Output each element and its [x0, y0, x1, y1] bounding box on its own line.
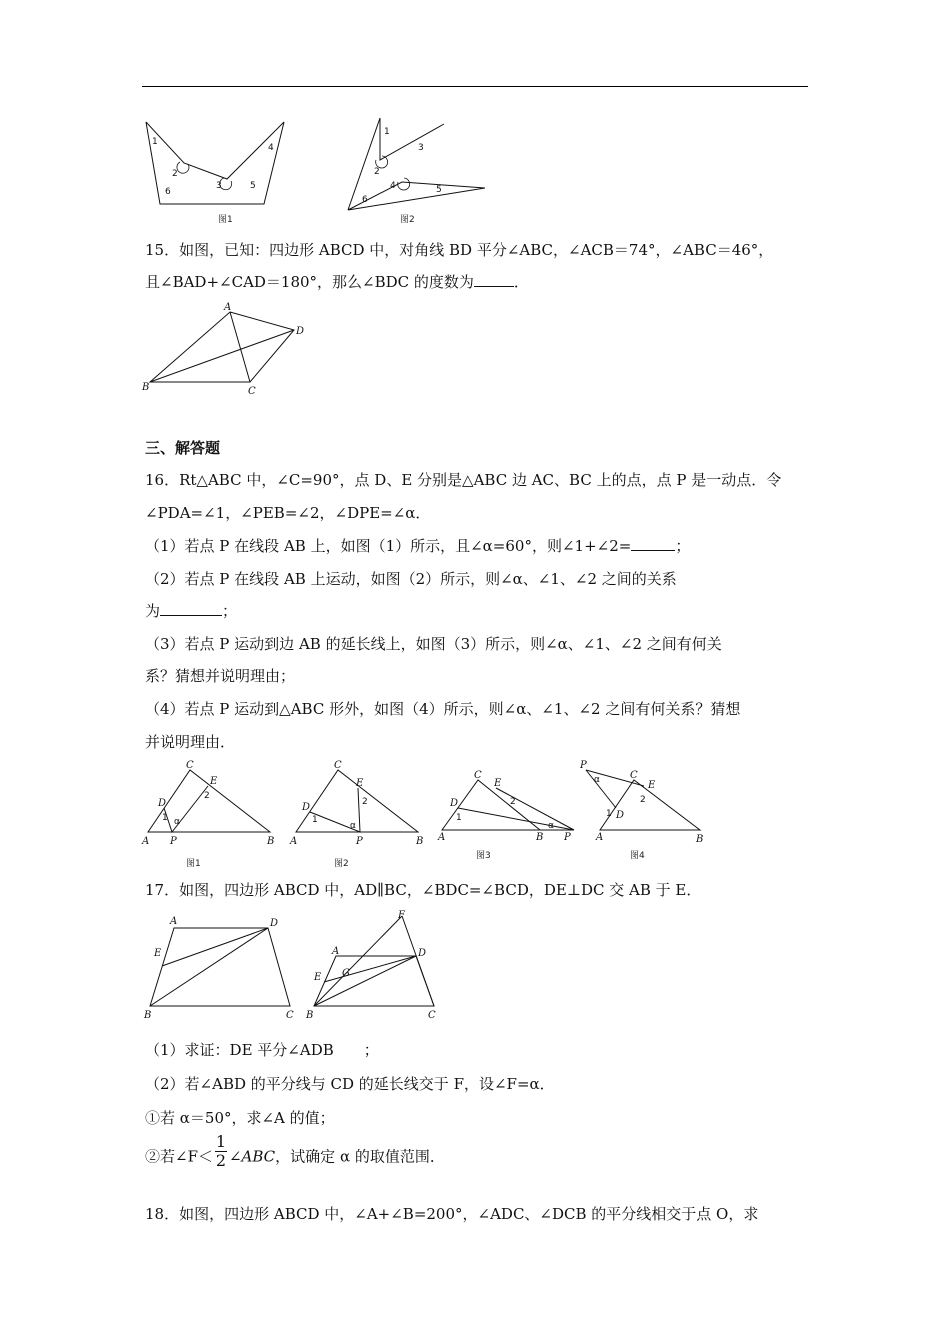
- q16-line-8: （4）若点 P 运动到△ABC 形外，如图（4）所示，则∠α、∠1、∠2 之间有何关系？猜想: [145, 700, 741, 718]
- fig2-angle-3: 3: [418, 143, 424, 153]
- q17-fig2-label-f: F: [398, 910, 405, 921]
- q15-line-2-text: 且∠BAD+∠CAD＝180°，那么∠BDC 的度数为: [145, 273, 474, 291]
- q15-line-2-end: ．: [513, 273, 529, 291]
- fig1-angle-3: 3: [216, 181, 222, 191]
- q17-fig2-label-e: E: [314, 972, 322, 983]
- svg-text:B: B: [267, 836, 275, 847]
- q16-fig3-caption: 图3: [476, 851, 491, 861]
- fraction-denominator: 2: [215, 1151, 227, 1170]
- q16-line-2: ∠PDA=∠1，∠PEB=∠2，∠DPE=∠α．: [145, 504, 431, 522]
- svg-text:2: 2: [204, 791, 210, 801]
- q17-fig2-label-b: B: [306, 1010, 314, 1021]
- q17-fig1-label-e: E: [154, 948, 162, 959]
- svg-text:A: A: [142, 836, 150, 847]
- fig1-angle-5: 5: [250, 181, 256, 191]
- q17-fig1-label-a: A: [170, 916, 178, 927]
- q16-fig4-caption: 图4: [630, 851, 645, 861]
- header-rule: [142, 86, 808, 87]
- svg-text:α: α: [350, 821, 356, 831]
- q17-part-1: （1）求证：DE 平分∠ADB ；: [145, 1041, 379, 1059]
- q17-sub-2-post: ，试确定 α 的取值范围．: [275, 1147, 445, 1166]
- svg-text:1: 1: [312, 815, 318, 825]
- fig1-angle-6: 6: [165, 187, 171, 197]
- svg-text:E: E: [356, 778, 364, 789]
- q15-line-1: 15．如图，已知：四边形 ABCD 中，对角线 BD 平分∠ABC，∠ACB＝74°，∠ABC＝46°，: [145, 241, 774, 259]
- q17-sub-2-angle: ∠ABC: [228, 1147, 276, 1166]
- q16-line-4: （2）若点 P 在线段 AB 上运动，如图（2）所示，则∠α、∠1、∠2 之间的关系: [145, 570, 677, 588]
- svg-text:C: C: [334, 760, 342, 771]
- q15-answer-blank[interactable]: [474, 272, 514, 287]
- fig2-caption: 图2: [400, 215, 415, 225]
- svg-text:A: A: [290, 836, 298, 847]
- fig1-caption: 图1: [218, 215, 233, 225]
- q17-part-2: （2）若∠ABD 的平分线与 CD 的延长线交于 F，设∠F=α．: [145, 1075, 555, 1093]
- q17-fig2-label-g: G: [342, 968, 350, 979]
- svg-text:1: 1: [162, 813, 168, 823]
- svg-text:2: 2: [510, 797, 516, 807]
- q15-label-d: D: [296, 326, 305, 337]
- q16-line-9: 并说明理由．: [145, 733, 236, 751]
- svg-text:P: P: [170, 836, 177, 847]
- q17-sub-2-pre: ②若∠F＜: [145, 1147, 213, 1166]
- q17-sub-1: ①若 α＝50°，求∠A 的值；: [145, 1109, 335, 1127]
- svg-text:P: P: [564, 832, 571, 843]
- svg-text:E: E: [494, 778, 502, 789]
- q16-line-5-text: 为: [145, 602, 161, 620]
- fig1-angle-4: 4: [268, 143, 274, 153]
- fig2-angle-4: 4: [390, 181, 396, 191]
- svg-text:C: C: [474, 770, 482, 781]
- q15-label-b: B: [142, 382, 150, 393]
- svg-text:B: B: [536, 832, 544, 843]
- q17-fig1-label-c: C: [286, 1010, 294, 1021]
- fig2-angle-1: 1: [384, 127, 390, 137]
- q17-figure-1: [140, 912, 300, 1022]
- q16-line-3: [145, 536, 690, 556]
- svg-text:D: D: [616, 810, 625, 821]
- svg-text:1: 1: [606, 809, 612, 819]
- svg-text:2: 2: [640, 795, 646, 805]
- svg-text:1: 1: [456, 813, 462, 823]
- svg-text:D: D: [302, 802, 311, 813]
- svg-text:E: E: [648, 780, 656, 791]
- fraction-numerator: 1: [215, 1132, 227, 1151]
- svg-text:C: C: [630, 770, 638, 781]
- q18-line-1: 18．如图，四边形 ABCD 中，∠A+∠B=200°，∠ADC、∠DCB 的平分线相交于点 O，求: [145, 1205, 759, 1223]
- q16-line-5-end: ；: [222, 602, 238, 620]
- fig2-angle-6: 6: [362, 195, 368, 205]
- svg-text:α: α: [174, 817, 180, 827]
- svg-text:C: C: [186, 760, 194, 771]
- svg-text:P: P: [580, 760, 587, 771]
- svg-text:D: D: [158, 798, 167, 809]
- q16-fig1-caption: 图1: [186, 859, 201, 869]
- fig2-angle-2: 2: [374, 167, 380, 177]
- svg-text:P: P: [356, 836, 363, 847]
- svg-text:α: α: [594, 775, 600, 785]
- q17-fig1-label-b: B: [144, 1010, 152, 1021]
- svg-text:D: D: [450, 798, 459, 809]
- q16-answer-blank-1[interactable]: [631, 536, 675, 551]
- q17-line-1: 17．如图，四边形 ABCD 中，AD∥BC，∠BDC=∠BCD，DE⊥DC 交 AB 于 E．: [145, 881, 702, 899]
- fig1-angle-2: 2: [172, 169, 178, 179]
- q17-sub-2: [145, 1132, 445, 1170]
- fig1-angle-1: 1: [152, 137, 158, 147]
- q15-figure: [138, 298, 318, 402]
- svg-text:A: A: [596, 832, 604, 843]
- q16-line-7: 系？猜想并说明理由；: [145, 667, 296, 685]
- q16-line-6: （3）若点 P 运动到边 AB 的延长线上，如图（3）所示，则∠α、∠1、∠2 之间有何关: [145, 635, 722, 653]
- svg-text:2: 2: [362, 797, 368, 807]
- q15-line-2: [145, 272, 529, 292]
- q16-line-3-end: ；: [675, 537, 691, 555]
- q17-figure-2: [302, 910, 452, 1022]
- q15-label-a: A: [224, 302, 232, 313]
- q17-fig2-label-c: C: [428, 1010, 436, 1021]
- fig2-angle-5: 5: [436, 185, 442, 195]
- svg-text:B: B: [696, 834, 704, 845]
- q16-fig2-caption: 图2: [334, 859, 349, 869]
- svg-text:α: α: [548, 821, 554, 831]
- top-figure-1: [140, 110, 300, 225]
- top-figure-2: [340, 110, 500, 225]
- half-fraction: [215, 1134, 227, 1169]
- svg-text:B: B: [416, 836, 424, 847]
- q17-fig2-label-a: A: [332, 946, 340, 957]
- q16-figures: [140, 758, 720, 874]
- q16-line-5: [145, 601, 237, 621]
- q17-fig2-label-d: D: [418, 948, 427, 959]
- q16-line-1: 16．Rt△ABC 中，∠C=90°，点 D、E 分别是△ABC 边 AC、BC 上的点，点 P 是一动点．令: [145, 471, 782, 489]
- q17-fig1-label-d: D: [270, 918, 279, 929]
- q16-answer-blank-2[interactable]: [160, 601, 222, 616]
- q15-label-c: C: [248, 386, 256, 397]
- section-title: 三、解答题: [145, 439, 221, 457]
- svg-text:E: E: [210, 776, 218, 787]
- q16-line-3-text: （1）若点 P 在线段 AB 上，如图（1）所示，且∠α=60°，则∠1+∠2=: [145, 537, 632, 555]
- svg-text:A: A: [438, 832, 446, 843]
